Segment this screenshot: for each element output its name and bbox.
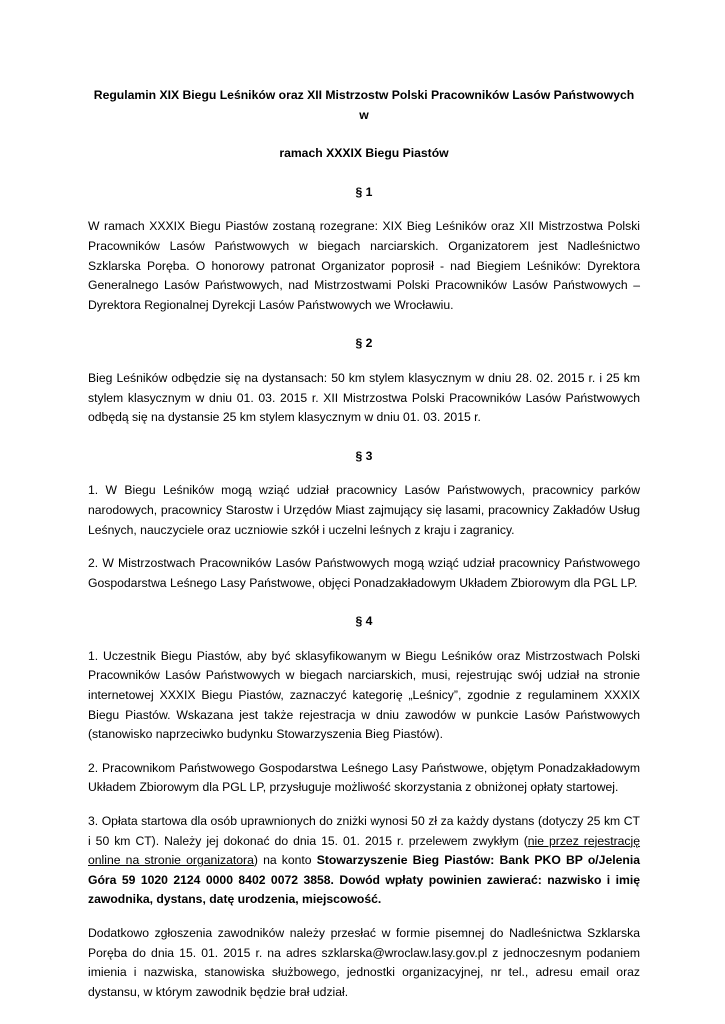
section-4-closing-paragraph: Dodatkowo zgłoszenia zawodników należy przesłać w formie pisemnej do Nadleśnictwa Szklarska Poręba do dnia 15. 01. 2015 r. na adres szklarska@wroclaw.lasy.gov.pl z jednoczesnym podaniem imienia i nazwiska, stanowiska służbowego, jednostki organizacyjnej, nr tel., adresu email oraz dystansu, w którym zawodnik będzie brał udział.	[88, 926, 640, 999]
fee-text-part-2: ) na konto	[253, 853, 317, 868]
section-heading-3: § 3	[355, 448, 373, 463]
section-4-fee-paragraph	[88, 812, 640, 910]
section-heading-1: § 1	[355, 184, 373, 199]
section-heading-2: § 2	[355, 336, 373, 351]
document-body	[88, 86, 640, 1016]
fee-bank-account-details: Stowarzyszenie Bieg Piastów: Bank PKO BP o/Jelenia Góra 59 1020 2124 0000 8402 0072 3858. Dowód wpłaty powinien zawierać: nazwisko i imię zawodnika, dystans, datę urodzenia, miejscowość.	[88, 853, 640, 907]
section-2-paragraph-1: Bieg Leśników odbędzie się na dystansach: 50 km stylem klasycznym w dniu 28. 02. 2015 r. i 25 km stylem klasycznym w dniu 01. 03. 2015 r. XII Mistrzostwa Polski Pracowników Lasów Państwowych odbędą się na dystansie 25 km stylem klasycznym w dniu 01. 03. 2015 r.	[88, 370, 640, 425]
fee-text-part-1: 3. Opłata startowa dla osób uprawnionych do zniżki wynosi 50 zł za każdy dystans (dotyczy 25 km CT i 50 km CT). Należy jej dokonać do dnia 15. 01. 2015 r. przelewem zwykłym (	[88, 814, 640, 848]
section-4-paragraph-2: 2. Pracownikom Państwowego Gospodarstwa Leśnego Lasy Państwowe, objętym Ponadzakładowym Układem Zbiorowym dla PGL LP, przysługuje możliwość skorzystania z obniżonej opłaty startowej.	[88, 760, 640, 795]
fee-underlined-note: nie przez rejestrację online na stronie organizatora	[88, 833, 641, 868]
section-1-paragraph-1: W ramach XXXIX Biegu Piastów zostaną rozegrane: XIX Bieg Leśników oraz XII Mistrzostwa Polski Pracowników Lasów Państwowych w biegach narciarskich. Organizatorem jest Nadleśnictwo Szklarska Poręba. O honorowy patronat Organizator poprosił - nad Biegiem Leśników: Dyrektora Generalnego Lasów Państwowych, nad Mistrzostwami Polski Pracowników Lasów Państwowych – Dyrektora Regionalnej Dyrekcji Lasów Państwowych we Wrocławiu.	[88, 219, 640, 312]
section-3-paragraph-1: 1. W Biegu Leśników mogą wziąć udział pracownicy Lasów Państwowych, pracownicy parków narodowych, pracownicy Starostw i Urzędów Miast zajmujący się lasami, pracownicy Zakładów Usług Leśnych, nauczyciele oraz uczniowie szkół i uczelni leśnych z kraju i zagranicy.	[88, 483, 640, 537]
section-3-paragraph-2: 2. W Mistrzostwach Pracowników Lasów Państwowych mogą wziąć udział pracownicy Państwowego Gospodarstwa Leśnego Lasy Państwowe, objęci Ponadzakładowym Układem Zbiorowym dla PGL LP.	[88, 556, 640, 590]
section-4-paragraph-1: 1. Uczestnik Biegu Piastów, aby być sklasyfikowanym w Biegu Leśników oraz Mistrzostwach Polski Pracowników Lasów Państwowych w biegach narciarskich, musi, rejestrując swój udział na stronie internetowej XXXIX Biegu Piastów, zaznaczyć kategorię „Leśnicy”, zgodnie z regulaminem XXXIX Biegu Piastów. Wskazana jest także rejestracja w dniu zawodów w punkcie Lasów Państwowych (stanowisko naprzeciwko budynku Stowarzyszenia Bieg Piastów).	[88, 648, 640, 742]
document-title-line-2: ramach XXXIX Biegu Piastów	[279, 146, 449, 161]
document-title-line-1: Regulamin XIX Biegu Leśników oraz XII Mistrzostw Polski Pracowników Lasów Państwowych w	[93, 88, 635, 122]
section-heading-4: § 4	[355, 614, 373, 629]
